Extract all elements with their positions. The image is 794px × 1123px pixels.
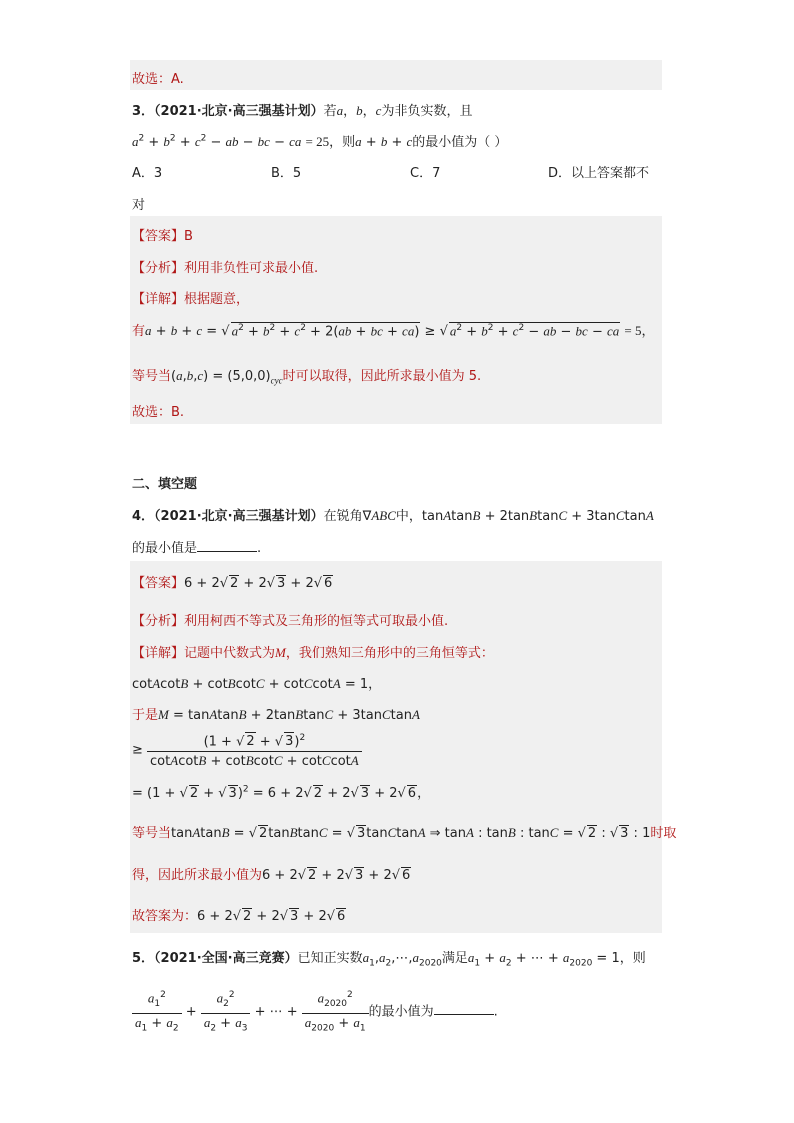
q4-eq-pre: 等号当: [132, 826, 172, 841]
q3-option-d: D．以上答案都不: [548, 166, 650, 181]
section-title: 二、填空题: [132, 477, 198, 492]
q4-stem-line2: 的最小值是 .: [132, 541, 262, 556]
q4-analysis-text: 利用柯西不等式及三角形的恒等式可取最小值.: [184, 614, 449, 629]
q4-answer-label: 【答案】: [132, 576, 185, 591]
q4-stem-line2-text: 的最小值是: [132, 541, 198, 556]
q3-analysis: [132, 257, 318, 276]
q3-answer: [132, 225, 193, 244]
q4-detail-pre: 记题中代数式为: [184, 646, 276, 661]
prev-solution-block: [130, 60, 662, 90]
q4-detail-label: 【详解】: [132, 646, 185, 661]
q4-answer-blank[interactable]: [197, 539, 257, 552]
q5-number: 5．: [132, 951, 155, 966]
q4-detail: 【详解】记题中代数式为M，我们熟知三角形中的三角恒等式：: [132, 645, 494, 661]
q4-so-text: 于是: [132, 708, 159, 723]
q4-identity: cotAcotB + cotBcotC + cotCcotA = 1，: [132, 676, 382, 692]
q4-stem-mid: 中，: [395, 509, 422, 524]
q5-source: （2021·全国·高三竞赛）: [154, 951, 298, 966]
q4-eq-post: 时取: [650, 826, 677, 841]
q3-option-a: A．3: [132, 166, 163, 181]
q3-equality: 等号当$(a,b,c) = (5,0,0)_{cyc}$时可以取得，因此所求最小值为 5.: [132, 368, 482, 386]
q3-detail-have: 有: [132, 324, 146, 339]
q3-stem-line2: $a^2 + b^2 + c^2$ − ab − bc − ca = 25，则a + b + c的最小值为（ ）: [132, 133, 508, 150]
q3-stem-line1: 3．（2021·北京·高三强基计划）若a，b，c为非负实数，且: [132, 103, 473, 119]
q5-stem-mid: 满足: [441, 951, 468, 966]
q4-analysis: [132, 610, 448, 629]
q3-answer-label: 【答案】: [132, 229, 185, 244]
q4-conclusion-pre: 故答案为：: [132, 909, 198, 924]
q4-equality: 等号当tanAtanB = √ 2tanBtanC = √ 3tanCtanA ⇒ tanA : tanB : tanC = √ 2 : √ 3 : 1时取: [132, 825, 677, 841]
q5-tail: 的最小值为: [368, 1004, 434, 1020]
q3-answer-value: B: [184, 229, 193, 244]
q5-stem-line1: 5．（2021·全国·高三竞赛）已知正实数$a_1,a_2,\cdots,a_{2020}$满足$a_1 + a_2$ + ⋯ + $a_{2020} = 1$，则: [132, 950, 646, 969]
prev-conclusion: 故选：A.: [132, 72, 184, 87]
q5-stem-pre: 已知正实数: [297, 951, 363, 966]
q4-answer: 【答案】6 + 2√ 2 + 2√ 3 + 2√ 6: [132, 576, 333, 591]
q4-analysis-label: 【分析】: [132, 614, 185, 629]
q3-stem-post: 为非负实数，且: [381, 104, 473, 119]
q3-eq-pre: 等号当: [132, 369, 172, 384]
q4-eq-line2-pre: 得，因此所求最小值为: [132, 868, 263, 883]
q4-result: = (1 + √ 2 + √ 3)$^2$ = 6 + 2√ 2 + 2√ 3 + 2√ 6，: [132, 784, 431, 801]
q4-so: 于是M = tanAtanB + 2tanBtanC + 3tanCtanA: [132, 707, 420, 723]
q3-option-c: C．7: [410, 166, 441, 181]
q3-detail-formula: 有a + b + c = √ $a^2 + b^2 + c^2 + 2(ab$ + bc + ca) ≥ √ $a^2 + b^2 + c^2$ − ab − bc − ca = 5，: [132, 322, 655, 339]
q4-equality-line2: 得，因此所求最小值为6 + 2√ 2 + 2√ 3 + 2√ 6: [132, 868, 411, 883]
q3-source: （2021·北京·高三强基计划）: [154, 104, 324, 119]
q3-detail: [132, 288, 249, 307]
q5-stem-end: ，则: [619, 951, 646, 966]
q4-stem-line1: 4．（2021·北京·高三强基计划）在锐角∇ABC中，tanAtanB + 2tanBtanC + 3tanCtanA: [132, 508, 654, 524]
q5-answer-blank[interactable]: [434, 1002, 494, 1015]
q3-option-b: B．5: [271, 166, 302, 181]
q3-stem-end: ，则: [329, 135, 356, 150]
q3-eq-post: 时可以取得，因此所求最小值为 5.: [282, 369, 482, 384]
q3-conclusion: 故选：B.: [132, 405, 185, 420]
q3-analysis-text: 利用非负性可求最小值.: [184, 261, 319, 276]
q3-analysis-label: 【分析】: [132, 261, 185, 276]
q4-source: （2021·北京·高三强基计划）: [154, 509, 324, 524]
q3-option-wrap: 对: [132, 198, 146, 213]
q3-stem-end2: 的最小值为（ ）: [412, 135, 508, 150]
q3-stem-pre: 若: [323, 104, 337, 119]
q4-number: 4．: [132, 509, 155, 524]
q4-conclusion: 故答案为：6 + 2√ 2 + 2√ 3 + 2√ 6: [132, 909, 346, 924]
q5-stem-line2: $\frac{a_1^2}{a_1 + a_2}$ + $\frac{a_2^2}{a_2 + a_3}$ + ⋯ + $\frac{a_{2020}^2}{a_{2020} + a_1}$ 的最小值为 .: [132, 986, 498, 1038]
q4-cauchy: ≥ $\frac{(1 + √ 2 + √ 3)^2}{\text{cotAcotB + cotBcotC + cotCcotA}}$: [132, 729, 362, 771]
q3-detail-text: 根据题意，: [184, 292, 250, 307]
q4-stem-pre: 在锐角: [323, 509, 363, 524]
q3-number: 3．: [132, 104, 155, 119]
q3-detail-label: 【详解】: [132, 292, 185, 307]
q4-detail-post: ，我们熟知三角形中的三角恒等式：: [285, 646, 494, 661]
